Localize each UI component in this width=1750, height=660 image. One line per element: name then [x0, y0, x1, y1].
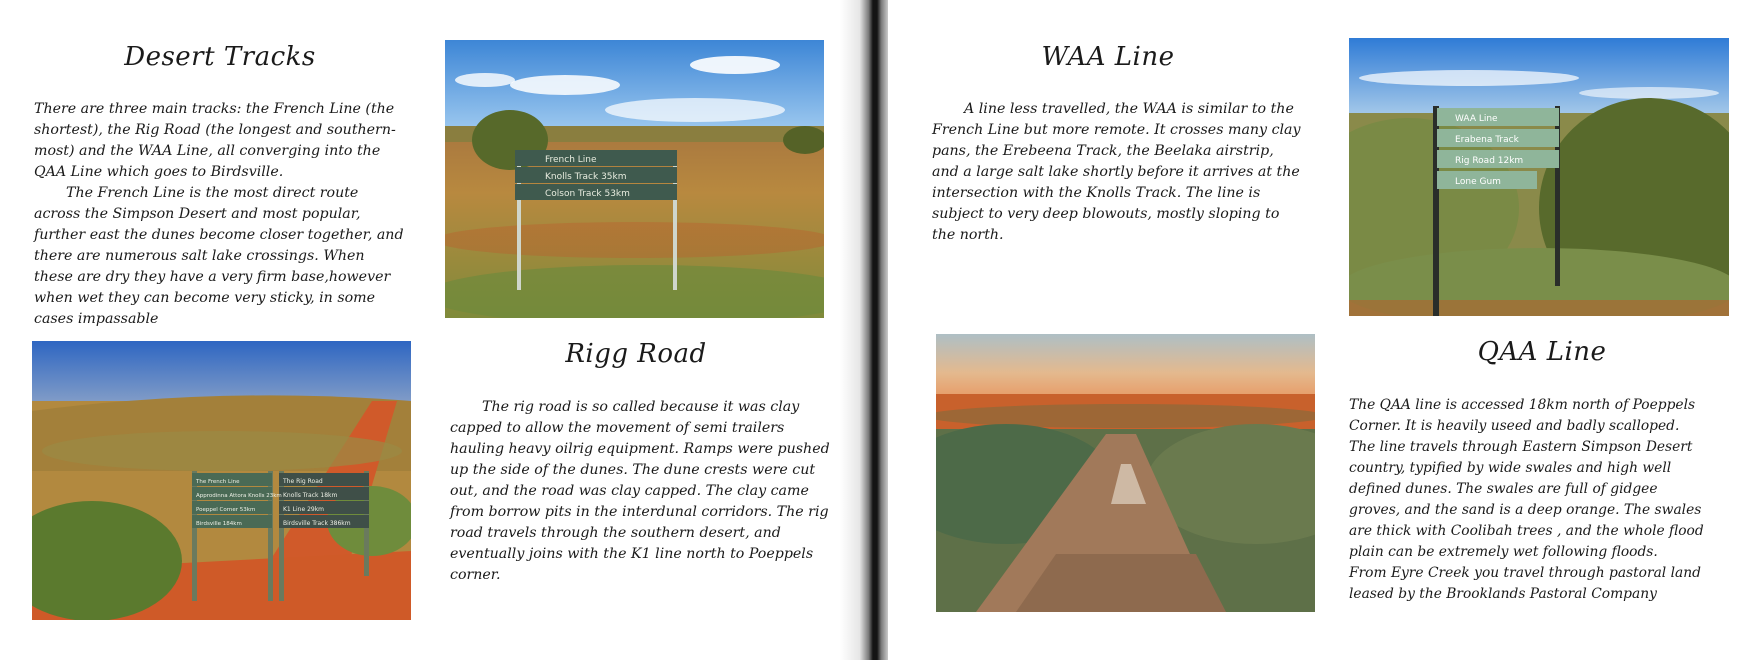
desert-tracks-para-2: The French Line is the most direct route across the Simpson Desert and most popular, further east the dunes become closer together, and there are numerous salt lake crossings. When these are dry they have a very firm base,however when wet they can become very sticky, in some cases impassable — [34, 185, 404, 327]
photo-qaa-dirt-track — [936, 334, 1315, 612]
right-page — [888, 0, 1750, 660]
sign-left-line-4: Birdsville 184km — [196, 521, 242, 527]
sign-right-line-3: K1 Line 29km — [283, 506, 325, 513]
waa-line-text — [932, 99, 1302, 246]
photo-waa-line-sign-image — [1349, 38, 1729, 316]
sign-right-line-4: Birdsville Track 386km — [283, 520, 351, 527]
sign-left-line-2: Approdinna Attora Knolls 23km — [196, 493, 282, 499]
left-page — [0, 0, 862, 660]
waa-sign-line-2: Erabena Track — [1455, 135, 1519, 145]
qaa-line-heading: QAA Line — [1477, 337, 1607, 367]
sign-line-1: French Line — [545, 155, 597, 165]
qaa-line-10: leased by the Brooklands Pastoral Company — [1349, 586, 1657, 602]
qaa-line-text — [1349, 395, 1739, 605]
sign-line-2: Knolls Track 35km — [545, 172, 627, 182]
rigg-road-para-1: The rig road is so called because it was clay capped to allow the movement of semi trailers hauling heavy oilrig equipment. Ramps were pushed up the side of the dunes. The dune crests were cut out, and the road was clay capped. The clay came from borrow pits in the interdunal corridors. The rig road travels through the southern desert, and eventually joins with the K1 line north to Poeppels corner. — [450, 399, 830, 583]
photo-french-line-sign-image — [445, 40, 824, 318]
sign-left-line-3: Poeppel Corner 53km — [196, 507, 256, 513]
photo-french-line-sign — [445, 40, 824, 318]
sign-left-line-1: The French Line — [196, 479, 240, 485]
photo-waa-line-sign — [1349, 38, 1729, 316]
sign-line-3: Colson Track 53km — [545, 189, 630, 199]
waa-sign-line-4: Lone Gum — [1455, 177, 1501, 187]
qaa-line-9: From Eyre Creek you travel through pastoral land — [1349, 565, 1701, 581]
qaa-line-7: are thick with Coolibah trees , and the whole flood — [1349, 523, 1704, 539]
qaa-line-2: Corner. It is heavily useed and badly scalloped. — [1349, 418, 1680, 434]
waa-sign-line-1: WAA Line — [1455, 114, 1498, 124]
qaa-line-6: groves, and the sand is a deep orange. The swales — [1349, 502, 1702, 518]
qaa-line-5: defined dunes. The swales are full of gidgee — [1349, 481, 1658, 497]
qaa-line-4: country, typified by wide swales and high well — [1349, 460, 1672, 476]
desert-tracks-text — [34, 99, 404, 330]
sign-right-line-1: The Rig Road — [283, 478, 323, 485]
qaa-line-3: The line travels through Eastern Simpson Desert — [1349, 439, 1693, 455]
photo-rig-road-signs-image — [32, 341, 411, 620]
sign-right-line-2: Knolls Track 18km — [283, 492, 338, 499]
photo-qaa-dirt-track-image — [936, 334, 1315, 612]
photo-rig-road-signs — [32, 341, 411, 620]
waa-sign-line-3: Rig Road 12km — [1455, 156, 1524, 166]
waa-line-para-1: A line less travelled, the WAA is similar to the French Line but more remote. It crosses many clay pans, the Erebeena Track, the Beelaka airstrip, and a large salt lake shortly before it arrives at the intersection with the Knolls Track. The line is subject to very deep blowouts, mostly sloping to the north. — [932, 101, 1301, 243]
desert-tracks-heading: Desert Tracks — [124, 42, 316, 72]
qaa-line-8: plain can be extremely wet following floods. — [1349, 544, 1658, 560]
qaa-line-1: The QAA line is accessed 18km north of Poeppels — [1349, 397, 1696, 413]
waa-line-heading: WAA Line — [1041, 42, 1175, 72]
rigg-road-heading: Rigg Road — [565, 339, 707, 369]
desert-tracks-para-1: There are three main tracks: the French Line (the shortest), the Rig Road (the longest and southern-most) and the WAA Line, all converging into the QAA Line which goes to Birdsville. — [34, 101, 396, 180]
rigg-road-text — [450, 397, 830, 586]
